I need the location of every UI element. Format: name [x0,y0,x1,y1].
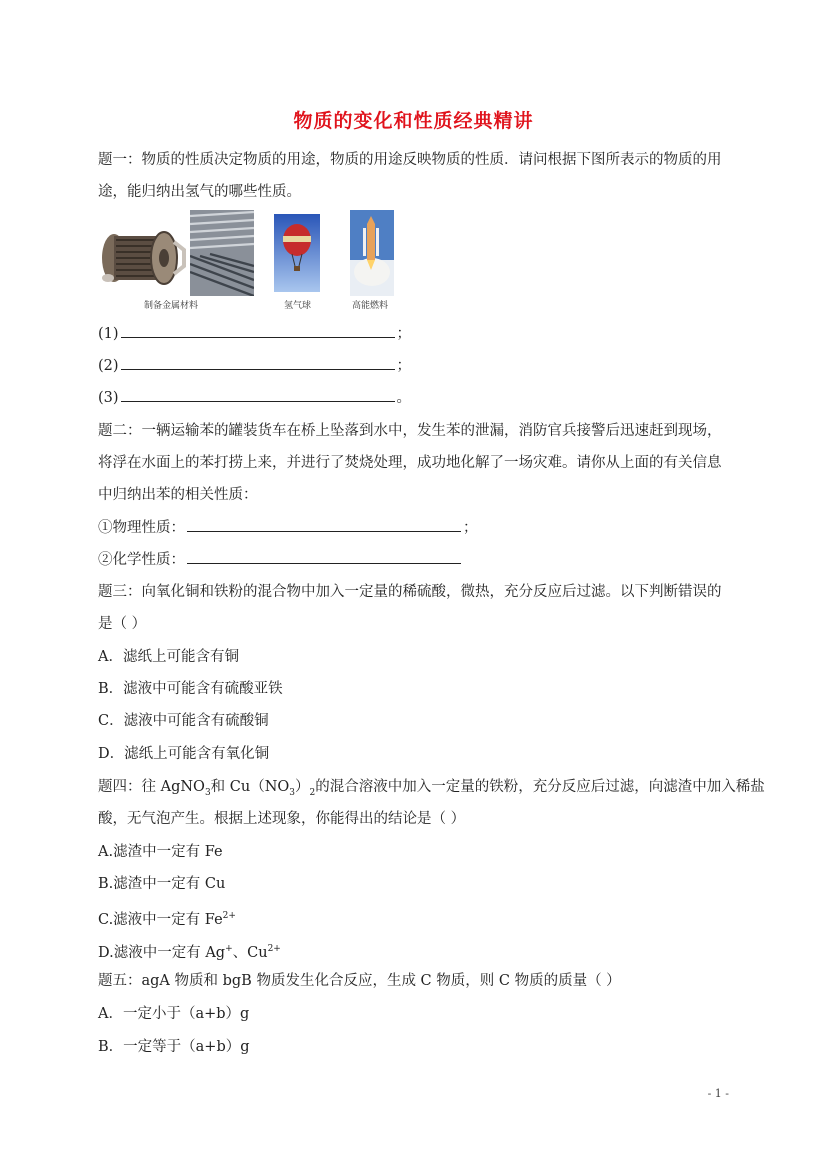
q1-text-line1: 题一：物质的性质决定物质的用途，物质的用途反映物质的性质．请问根据下图所表示的物质的用 [98,152,722,168]
q4-option-a[interactable]: A.滤渣中一定有 Fe [98,844,223,860]
q3-text-line1: 题三：向氧化铜和铁粉的混合物中加入一定量的稀硫酸，微热，充分反应后过滤。以下判断错误的 [98,584,722,600]
superscript: 2+ [267,944,281,954]
q4-option-c[interactable] [98,906,236,930]
option-text: C.滤液中一定有 Fe [98,911,223,928]
q4-text: 题四：往 AgNO [98,779,205,795]
q4-text: 和 Cu（NO [210,779,290,795]
superscript: + [225,944,233,954]
q1-blank-3 [98,387,411,408]
blank-end-mark: ； [463,520,478,536]
subscript: 3 [204,787,211,798]
q5-option-a[interactable]: A．一定小于（a+b）g [98,1006,250,1022]
caption-high-energy-fuel: 高能燃料 [352,301,389,311]
rocket-launch-image [350,210,394,296]
q1-blank-1 [98,323,411,344]
q2-physical-property [98,517,478,538]
answer-blank[interactable] [121,323,395,338]
physical-label: ①物理性质： [98,520,185,536]
chemical-answer-blank[interactable] [187,549,461,564]
cable-spool-image [100,222,186,292]
caption-metal-material: 制备金属材料 [144,301,199,311]
q4-text: ） [295,779,310,795]
option-text: 、Cu [232,944,268,961]
q4-text-line2: 酸，无气泡产生。根据上述现象，你能得出的结论是（ ） [98,811,466,827]
q5-option-b[interactable]: B．一定等于（a+b）g [98,1039,250,1055]
q1-text-line2: 途，能归纳出氢气的哪些性质。 [98,184,301,200]
q4-text-line1 [98,777,765,803]
q4-text: 的混合溶液中加入一定量的铁粉，充分反应后过滤，向滤渣中加入稀盐 [315,779,765,795]
page-title: 物质的变化和性质经典精讲 [293,110,534,132]
blank-number: (3) [98,390,119,406]
q3-option-c[interactable]: C．滤液中可能含有硫酸铜 [98,713,269,729]
superscript: 2+ [222,911,236,921]
chemical-label: ②化学性质： [98,552,185,568]
blank-end-mark: 。 [396,390,412,406]
q2-text-line3: 中归纳出苯的相关性质： [98,487,258,503]
caption-hydrogen-balloon: 氢气球 [284,301,312,311]
blank-number: (2) [98,358,119,374]
answer-blank[interactable] [121,387,395,402]
q3-option-a[interactable]: A．滤纸上可能含有铜 [98,649,239,665]
hydrogen-balloon-image [274,214,320,292]
option-text: D.滤液中一定有 Ag [98,944,226,961]
q3-option-b[interactable]: B．滤液中可能含有硫酸亚铁 [98,681,283,697]
q5-text-line1: 题五：agA 物质和 bgB 物质发生化合反应，生成 C 物质，则 C 物质的质量（ ） [98,973,621,989]
blank-end-mark: ； [396,326,412,342]
answer-blank[interactable] [121,355,395,370]
physical-answer-blank[interactable] [187,517,461,532]
page-number: - 1 - [707,1087,729,1100]
q1-picture-strip [98,210,398,310]
q4-option-b[interactable]: B.滤渣中一定有 Cu [98,876,226,892]
q2-text-line2: 将浮在水面上的苯打捞上来，并进行了焚烧处理，成功地化解了一场灾难。请你从上面的有关信息 [98,455,722,471]
subscript: 2 [309,787,316,798]
q3-option-d[interactable]: D．滤纸上可能含有氧化铜 [98,746,270,762]
blank-number: (1) [98,326,119,342]
q1-blank-2 [98,355,411,376]
q2-chemical-property [98,549,463,570]
q4-option-d[interactable] [98,939,281,963]
subscript: 3 [289,787,296,798]
q3-text-line2: 是（ ） [98,616,147,632]
blank-end-mark: ； [396,358,412,374]
steel-rebar-image [190,210,254,296]
q2-text-line1: 题二：一辆运输苯的罐装货车在桥上坠落到水中，发生苯的泄漏，消防官兵接警后迅速赶到现场， [98,423,722,439]
